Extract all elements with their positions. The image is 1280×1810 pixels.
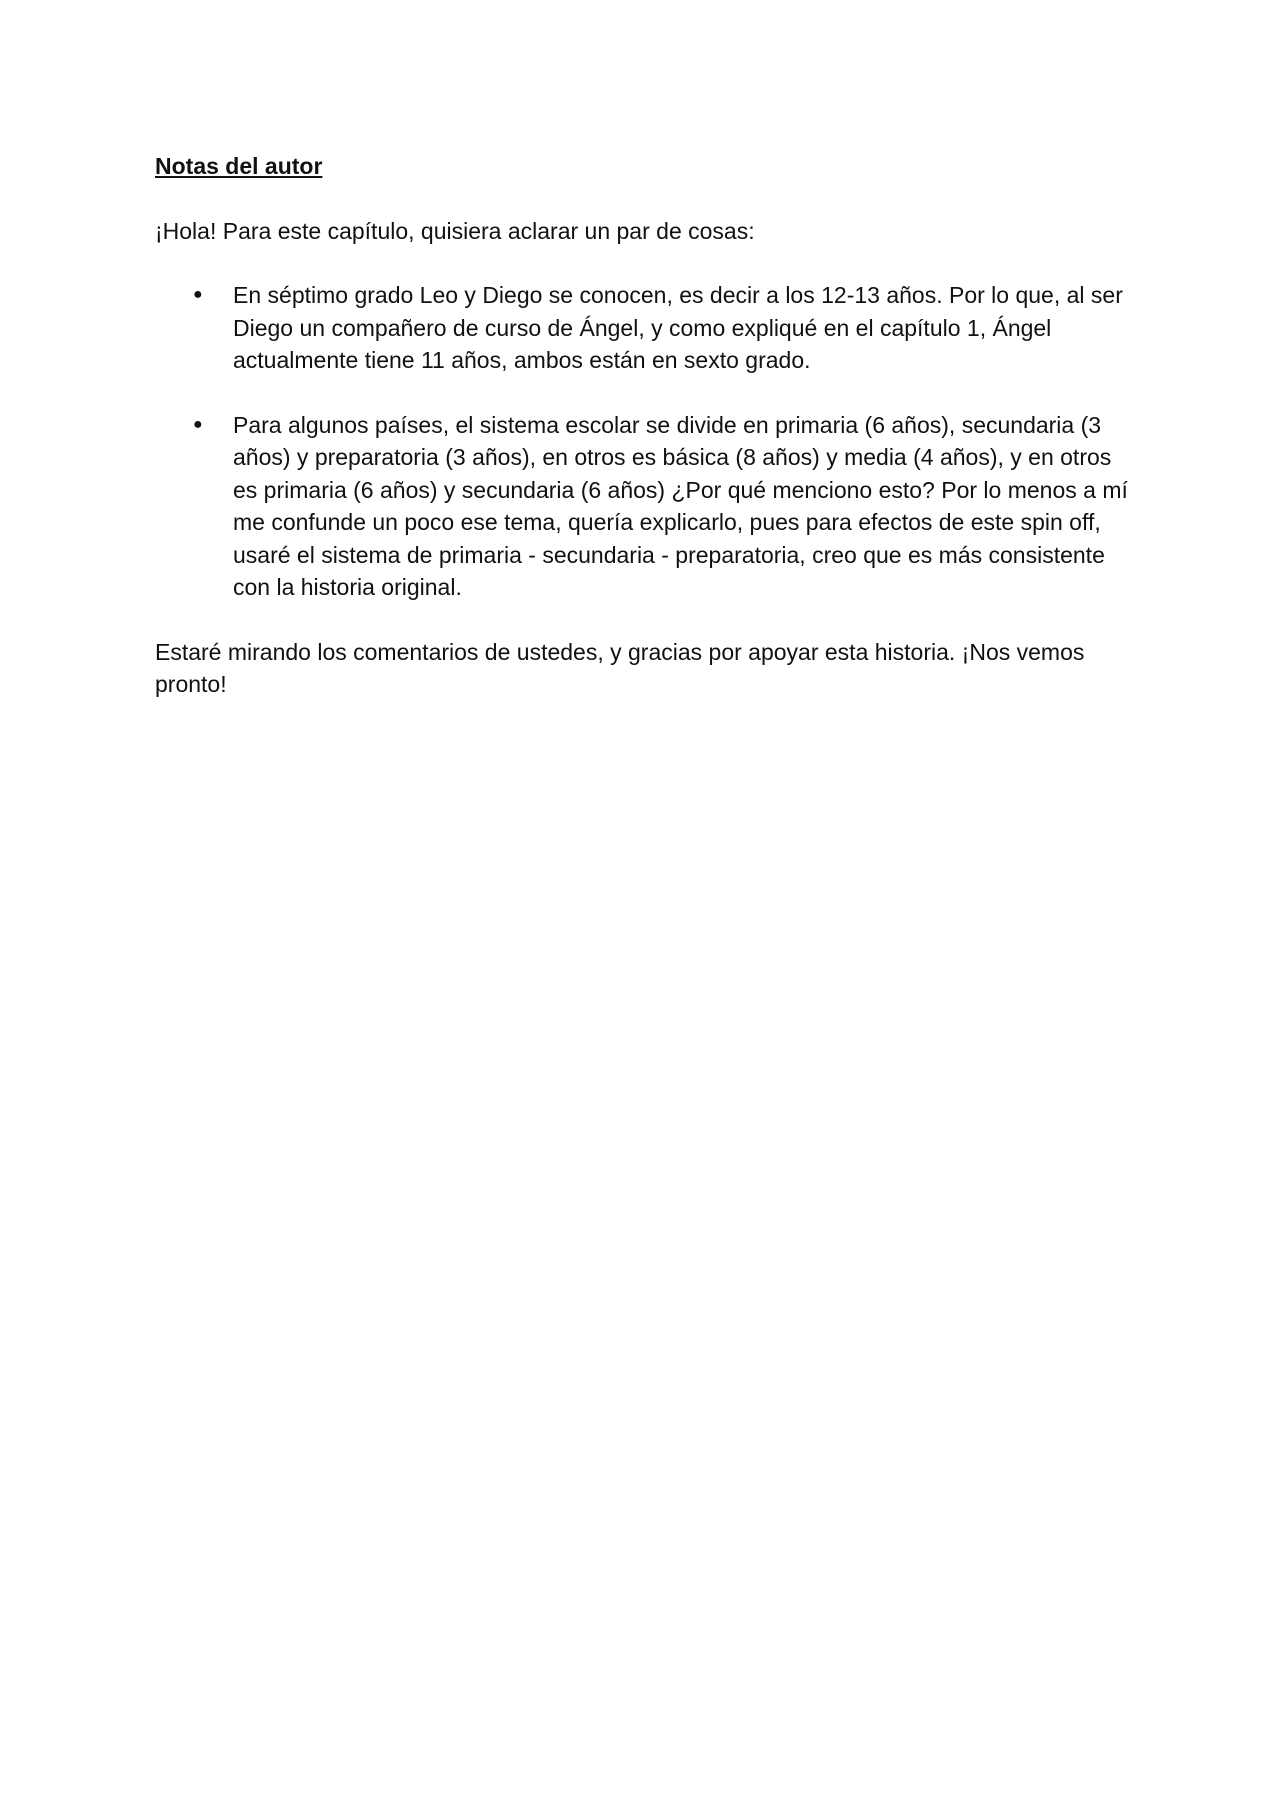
document-body bbox=[155, 150, 1135, 701]
intro-paragraph: ¡Hola! Para este capítulo, quisiera aclarar un par de cosas: bbox=[155, 217, 755, 244]
list-item bbox=[155, 279, 1133, 377]
bullet-icon: ● bbox=[193, 415, 203, 433]
list-item-text: En séptimo grado Leo y Diego se conocen, es decir a los 12-13 años. Por lo que, al ser Diego un compañero de curso de Ángel, y como expliqué en el capítulo 1, Ángel actualmente tiene 11 años, ambos están en sexto grado. bbox=[233, 282, 1123, 373]
document-heading: Notas del autor bbox=[155, 153, 323, 179]
list-item-text: Para algunos países, el sistema escolar se divide en primaria (6 años), secundaria (3 años) y preparatoria (3 años), en otros es básica (8 años) y media (4 años), y en otros es primaria (6 años) y secundaria (6 años) ¿Por qué menciono esto? Por lo menos a mí me confunde un poco ese tema, quería explicarlo, pues para efectos de este spin off, usaré el sistema de primaria - secundaria - preparatoria, creo que es más consistente con la historia original. bbox=[233, 411, 1128, 600]
closing-paragraph: Estaré mirando los comentarios de ustedes, y gracias por apoyar esta historia. ¡Nos vemos pronto! bbox=[155, 638, 1085, 697]
bullet-list bbox=[155, 279, 1135, 604]
bullet-icon: ● bbox=[193, 286, 203, 303]
list-item bbox=[155, 409, 1133, 604]
